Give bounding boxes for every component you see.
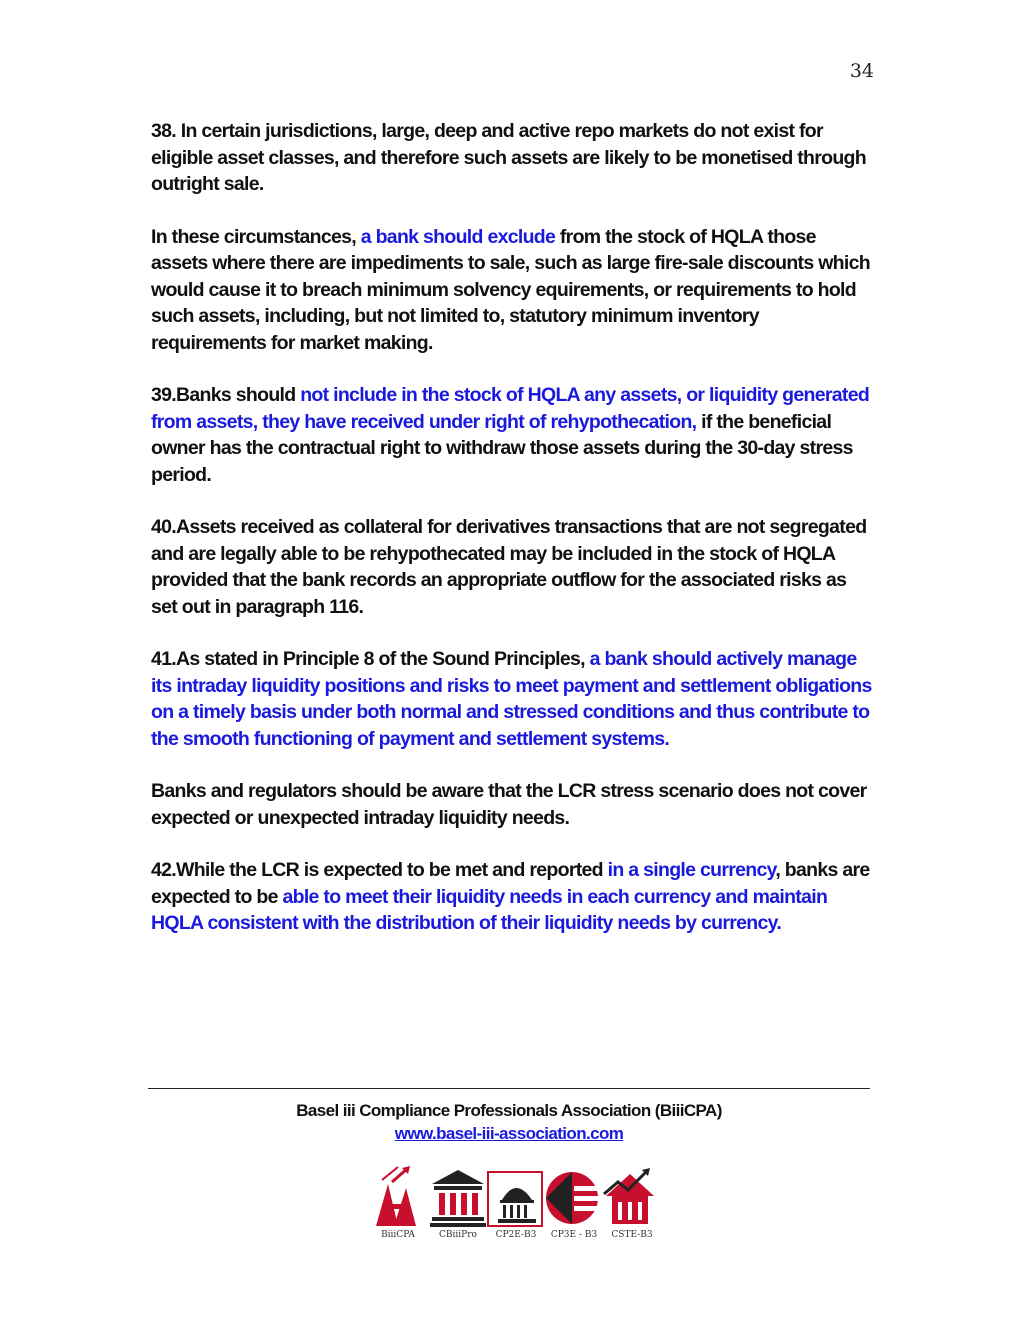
paragraph-40 <box>151 514 873 620</box>
logo-caption: CP2E-B3 <box>495 1230 537 1240</box>
paragraph-38 <box>151 118 873 198</box>
highlighted-text: able to meet their liquidity needs in each currency and maintain HQLA consistent with the distribution of their liquidity needs by currency. <box>151 885 828 934</box>
paragraph-41 <box>151 646 873 752</box>
highlighted-text: in a single currency <box>607 859 776 881</box>
text-segment: Banks and regulators should be aware that the LCR stress scenario does not cover expected or unexpected intraday liquidity needs. <box>151 780 867 829</box>
highlighted-text: a bank should actively manage its intraday liquidity positions and risks to meet payment and settlement obligations on a timely basis under both normal and stressed conditions and thus contribute to the smooth functioning of payment and settlement systems. <box>151 648 872 750</box>
body-text <box>151 118 873 963</box>
logo-caption: BiiiCPA <box>381 1230 415 1240</box>
text-segment: 40.Assets received as collateral for derivatives transactions that are not segregated and are legally able to be rehypothecated may be included in the stock of HQLA provided that the bank records an appropriate outflow for the associated risks as set out in paragraph 116. <box>151 516 867 618</box>
text-segment: if the beneficial owner has the contractual right to withdraw those assets during the 30-day stress period. <box>151 410 853 486</box>
highlighted-text: not include in the stock of HQLA any assets, or liquidity generated from assets, they have received under right of rehypothecation, <box>151 384 870 433</box>
text-segment: 39.Banks should <box>151 384 301 406</box>
paragraph-39 <box>151 382 873 488</box>
association-logos <box>360 1166 660 1246</box>
text-segment: 42.While the LCR is expected to be met and reported <box>151 859 608 881</box>
text-segment: 41.As stated in Principle 8 of the Sound Principles, <box>151 648 590 670</box>
logo-caption: CSTE-B3 <box>611 1230 653 1240</box>
highlighted-text: a bank should exclude <box>360 225 556 248</box>
text-segment: 38. In certain jurisdictions, large, deep and active repo markets do not exist for eligible asset classes, and therefore such assets are likely to be monetised through outright sale. <box>151 120 866 195</box>
footer-organization: Basel iii Compliance Professionals Association (BiiiCPA) <box>296 1101 722 1120</box>
logo-caption: CBiiiPro <box>439 1230 477 1240</box>
page-number: 34 <box>849 60 874 82</box>
text-segment: from the stock of HQLA those assets where there are impediments to sale, such as large fire-sale discounts which would cause it to breach minimum solvency equirements, or requirements to hold such assets, including, but not limited to, statutory minimum inventory requirements for market making. <box>151 225 870 354</box>
paragraph-41-continued <box>151 778 873 831</box>
footer-website-link[interactable]: www.basel-iii-association.com <box>394 1124 624 1143</box>
cbiiipro-logo-icon <box>428 1166 488 1246</box>
cp2e-b3-logo-icon <box>486 1166 546 1246</box>
footer-divider <box>148 1088 870 1089</box>
logo-caption: CP3E - B3 <box>550 1230 598 1240</box>
paragraph-42 <box>151 857 873 937</box>
text-segment: , banks are expected to be <box>151 859 870 908</box>
biiicpa-logo-icon <box>368 1166 428 1246</box>
text-segment: In these circumstances, <box>151 225 361 248</box>
cste-b3-logo-icon <box>602 1166 662 1246</box>
paragraph-38-continued <box>151 224 873 357</box>
cp3e-b3-logo-icon <box>544 1166 604 1246</box>
